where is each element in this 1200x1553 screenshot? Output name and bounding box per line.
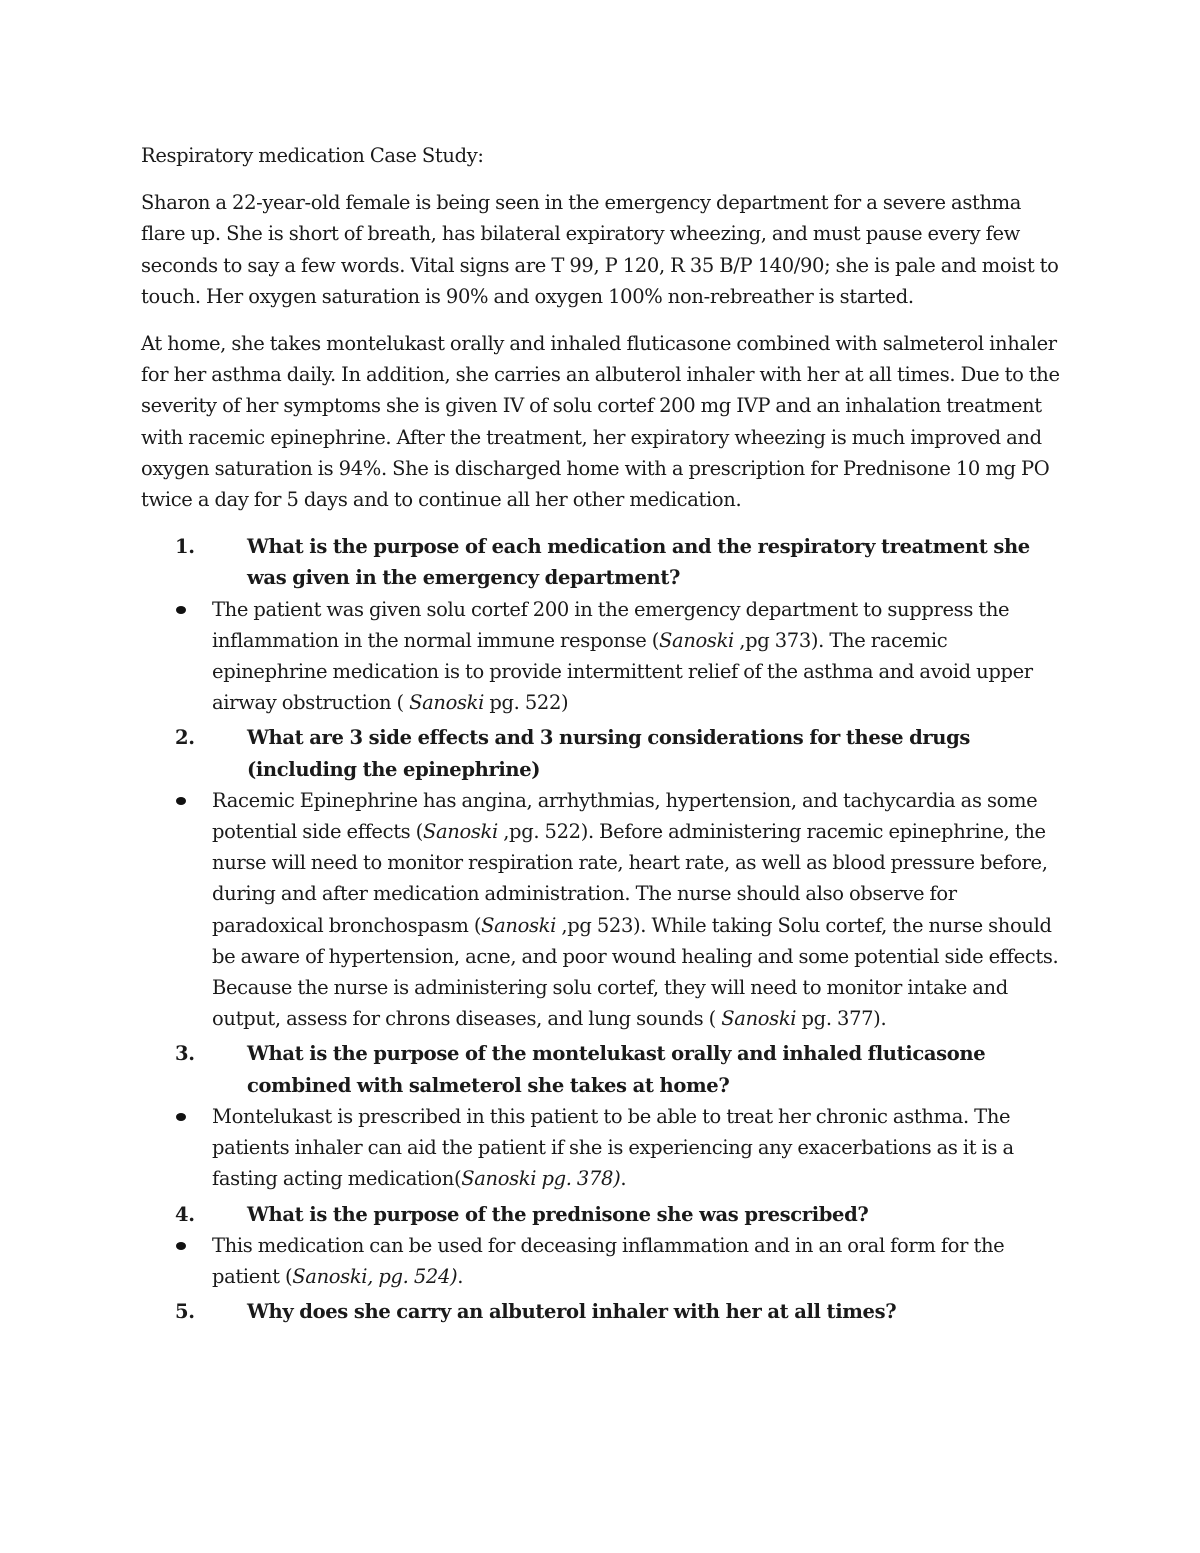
question-number: 3.: [175, 1042, 195, 1066]
question-3: [141, 1038, 1061, 1100]
question-text: What is the purpose of each medication and the respiratory treatment she was given in the emergency department?: [247, 535, 1030, 590]
question-number: 5.: [175, 1300, 195, 1324]
question-list: [141, 531, 1061, 1327]
citation: Sanoski: [422, 820, 498, 844]
document-title: Respiratory medication Case Study:: [141, 144, 484, 167]
citation: Sanoski: [721, 1007, 797, 1031]
question-text: What is the purpose of the montelukast orally and inhaled fluticasone combined with salmeterol she takes at home?: [247, 1042, 986, 1097]
question-text: What is the purpose of the prednisone she was prescribed?: [247, 1202, 869, 1226]
case-paragraph-1: Sharon a 22-year-old female is being seen in the emergency department for a severe asthma flare up. She is short of breath, has bilateral expiratory wheezing, and must pause every few seconds to say a few words. Vital signs are T 99, P 120, R 35 B/P 140/90; she is pale and moist to touch. Her oxygen saturation is 90% and oxygen 100% non-rebreather is started.: [141, 191, 1059, 308]
question-text: Why does she carry an albuterol inhaler with her at all times?: [247, 1300, 897, 1324]
question-number: 1.: [175, 535, 195, 559]
question-1: [141, 531, 1061, 593]
citation: Sanoski: [481, 913, 557, 937]
bullet-icon: [176, 1242, 186, 1250]
bullet-icon: [176, 606, 186, 614]
citation: Sanoski pg. 378): [461, 1167, 621, 1191]
citation: Sanoski: [409, 691, 485, 715]
question-number: 4.: [175, 1202, 195, 1226]
bullet-icon: [176, 797, 186, 805]
question-4: [141, 1199, 1061, 1230]
answer-1: The patient was given solu cortef 200 in the emergency department to suppress the inflammation in the normal immune response (Sanoski ,pg 373). The racemic epinephrine medication is to provide intermittent relief of the asthma and avoid upper airway obstruction ( Sanoski pg. 522): [141, 594, 1061, 719]
answer-2: Racemic Epinephrine has angina, arrhythmias, hypertension, and tachycardia as some potential side effects (Sanoski ,pg. 522). Before administering racemic epinephrine, the nurse will need to monitor respiration rate, heart rate, as well as blood pressure before, during and after medication administration. The nurse should also observe for paradoxical bronchospasm (Sanoski ,pg 523). While taking Solu cortef, the nurse should be aware of hypertension, acne, and poor wound healing and some potential side effects. Because the nurse is administering solu cortef, they will need to monitor intake and output, assess for chrons diseases, and lung sounds ( Sanoski pg. 377).: [141, 785, 1061, 1035]
case-paragraph-2: At home, she takes montelukast orally and inhaled fluticasone combined with salmeterol inhaler for her asthma daily. In addition, she carries an albuterol inhaler with her at all times. Due to the severity of her symptoms she is given IV of solu cortef 200 mg IVP and an inhalation treatment with racemic epinephrine. After the treatment, her expiratory wheezing is much improved and oxygen saturation is 94%. She is discharged home with a prescription for Prednisone 10 mg PO twice a day for 5 days and to continue all her other medication.: [141, 332, 1060, 512]
bullet-icon: [176, 1113, 186, 1121]
question-2: [141, 722, 1061, 784]
answer-4: This medication can be used for deceasing inflammation and in an oral form for the patient (Sanoski, pg. 524).: [141, 1230, 1061, 1292]
citation: Sanoski: [659, 628, 734, 652]
answer-3: Montelukast is prescribed in this patient to be able to treat her chronic asthma. The patients inhaler can aid the patient if she is experiencing any exacerbations as it is a fasting acting medication(Sanoski pg. 378).: [141, 1101, 1061, 1195]
document-page: [141, 140, 1061, 1327]
question-number: 2.: [175, 726, 195, 750]
question-5: [141, 1296, 1061, 1327]
citation: Sanoski, pg. 524): [292, 1264, 458, 1288]
question-text: What are 3 side effects and 3 nursing considerations for these drugs (including the epinephrine): [247, 726, 971, 781]
